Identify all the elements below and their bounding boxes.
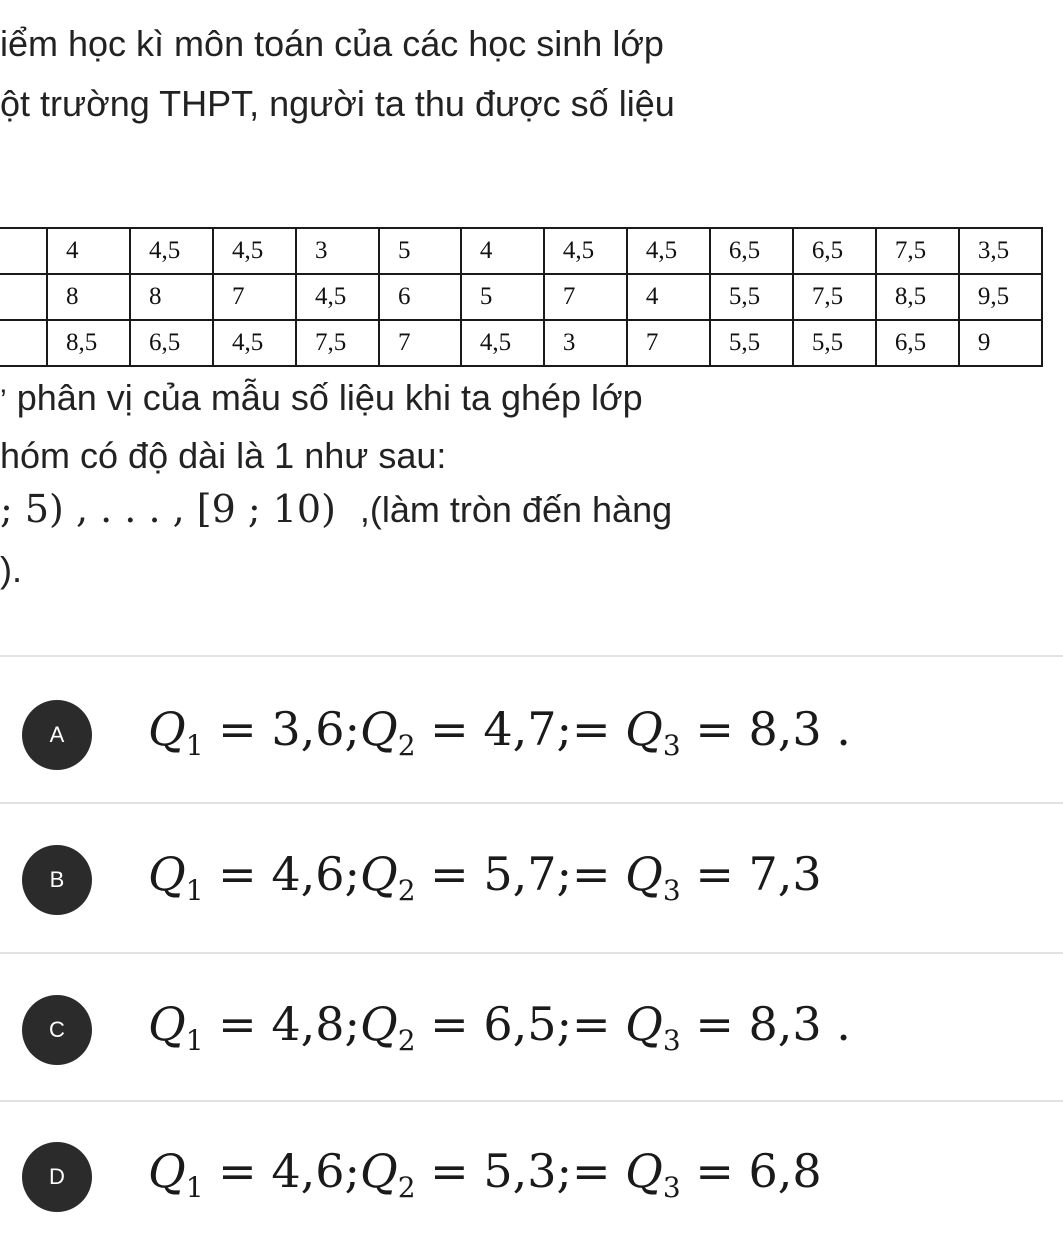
divider: [0, 1100, 1063, 1102]
table-cell: 4: [627, 274, 710, 320]
option-letter-badge: D: [22, 1142, 92, 1212]
table-cell: 4,5: [544, 228, 627, 274]
table-row: [0, 274, 1042, 320]
table-cell: 5,5: [710, 274, 793, 320]
question-line-5: [0, 487, 673, 531]
option-letter-badge: A: [22, 700, 92, 770]
table-cell: 4,5: [213, 228, 296, 274]
table-cell: 7: [213, 274, 296, 320]
divider: [0, 952, 1063, 954]
question-line-2: ột trường THPT, người ta thu được số liệu: [0, 83, 675, 124]
table-cell: 6,5: [793, 228, 876, 274]
rounding-instruction: ,(làm tròn đến hàng: [359, 489, 673, 530]
option-d[interactable]: [0, 1122, 1063, 1232]
table-cell: 4,5: [296, 274, 379, 320]
table-cell: 4,5: [627, 228, 710, 274]
table-cell: 7,5: [793, 274, 876, 320]
option-d-text: $Q_1$ = $4,6;Q_2$ = 5,3;= $Q_3 = 6,8$: [148, 1144, 822, 1205]
table-row: [0, 320, 1042, 366]
table-cell: 4,5: [461, 320, 544, 366]
table-cell: 9: [959, 320, 1042, 366]
table-cell: 6,5: [710, 228, 793, 274]
table-cell: 5,5: [793, 320, 876, 366]
option-letter-badge: B: [22, 845, 92, 915]
table-cell: 8: [47, 274, 130, 320]
table-cell: 4,5: [130, 228, 213, 274]
table-cell: 3: [544, 320, 627, 366]
option-letter-badge: C: [22, 995, 92, 1065]
question-line-4: hóm có độ dài là 1 như sau:: [0, 435, 447, 476]
question-line-3-text: phân vị của mẫu số liệu khi ta ghép lớp: [16, 377, 643, 418]
table-cell: 8: [130, 274, 213, 320]
divider: [0, 802, 1063, 804]
table-cell: 8,5: [876, 274, 959, 320]
table-cell: 6: [379, 274, 461, 320]
table-cell: 5: [379, 228, 461, 274]
option-c-text: $Q_1$ = $4,8;Q_2$ = 6,5;= $Q_3 = 8,3$ .: [148, 997, 851, 1058]
table-cell: 7: [379, 320, 461, 366]
question-line-1: iểm học kì môn toán của các học sinh lớp: [0, 23, 664, 64]
table-cell: 3: [296, 228, 379, 274]
question-line-6: ).: [0, 549, 22, 590]
table-cell: 7,5: [876, 228, 959, 274]
table-cell: 5: [461, 274, 544, 320]
divider: [0, 655, 1063, 657]
table-cell: 7: [627, 320, 710, 366]
table-row-header-cell: [0, 228, 47, 274]
bullet: ’: [0, 384, 7, 417]
table-row-header-cell: [0, 274, 47, 320]
table-cell: 3,5: [959, 228, 1042, 274]
table-cell: 6,5: [130, 320, 213, 366]
table-cell: 5,5: [710, 320, 793, 366]
option-a-text: $Q_1$ = $3,6;Q_2$ = 4,7;= $Q_3 = 8,3$ .: [148, 702, 851, 763]
option-b[interactable]: [0, 825, 1063, 935]
interval-expression: ; 5) , . . . , [9 ; 10): [0, 487, 336, 531]
option-b-text: $Q_1$ = $4,6;Q_2$ = 5,7;= $Q_3 = 7,3$: [148, 847, 822, 908]
option-a[interactable]: [0, 680, 1063, 790]
table-cell: 4: [47, 228, 130, 274]
table-cell: 9,5: [959, 274, 1042, 320]
table-row: [0, 228, 1042, 274]
table-cell: 7,5: [296, 320, 379, 366]
table-cell: 7: [544, 274, 627, 320]
question-line-3: [0, 377, 643, 418]
table-row-header-cell: [0, 320, 47, 366]
table-cell: 4: [461, 228, 544, 274]
table-cell: 6,5: [876, 320, 959, 366]
option-c[interactable]: [0, 975, 1063, 1085]
table-cell: 8,5: [47, 320, 130, 366]
table-cell: 4,5: [213, 320, 296, 366]
data-table: [0, 227, 1043, 367]
